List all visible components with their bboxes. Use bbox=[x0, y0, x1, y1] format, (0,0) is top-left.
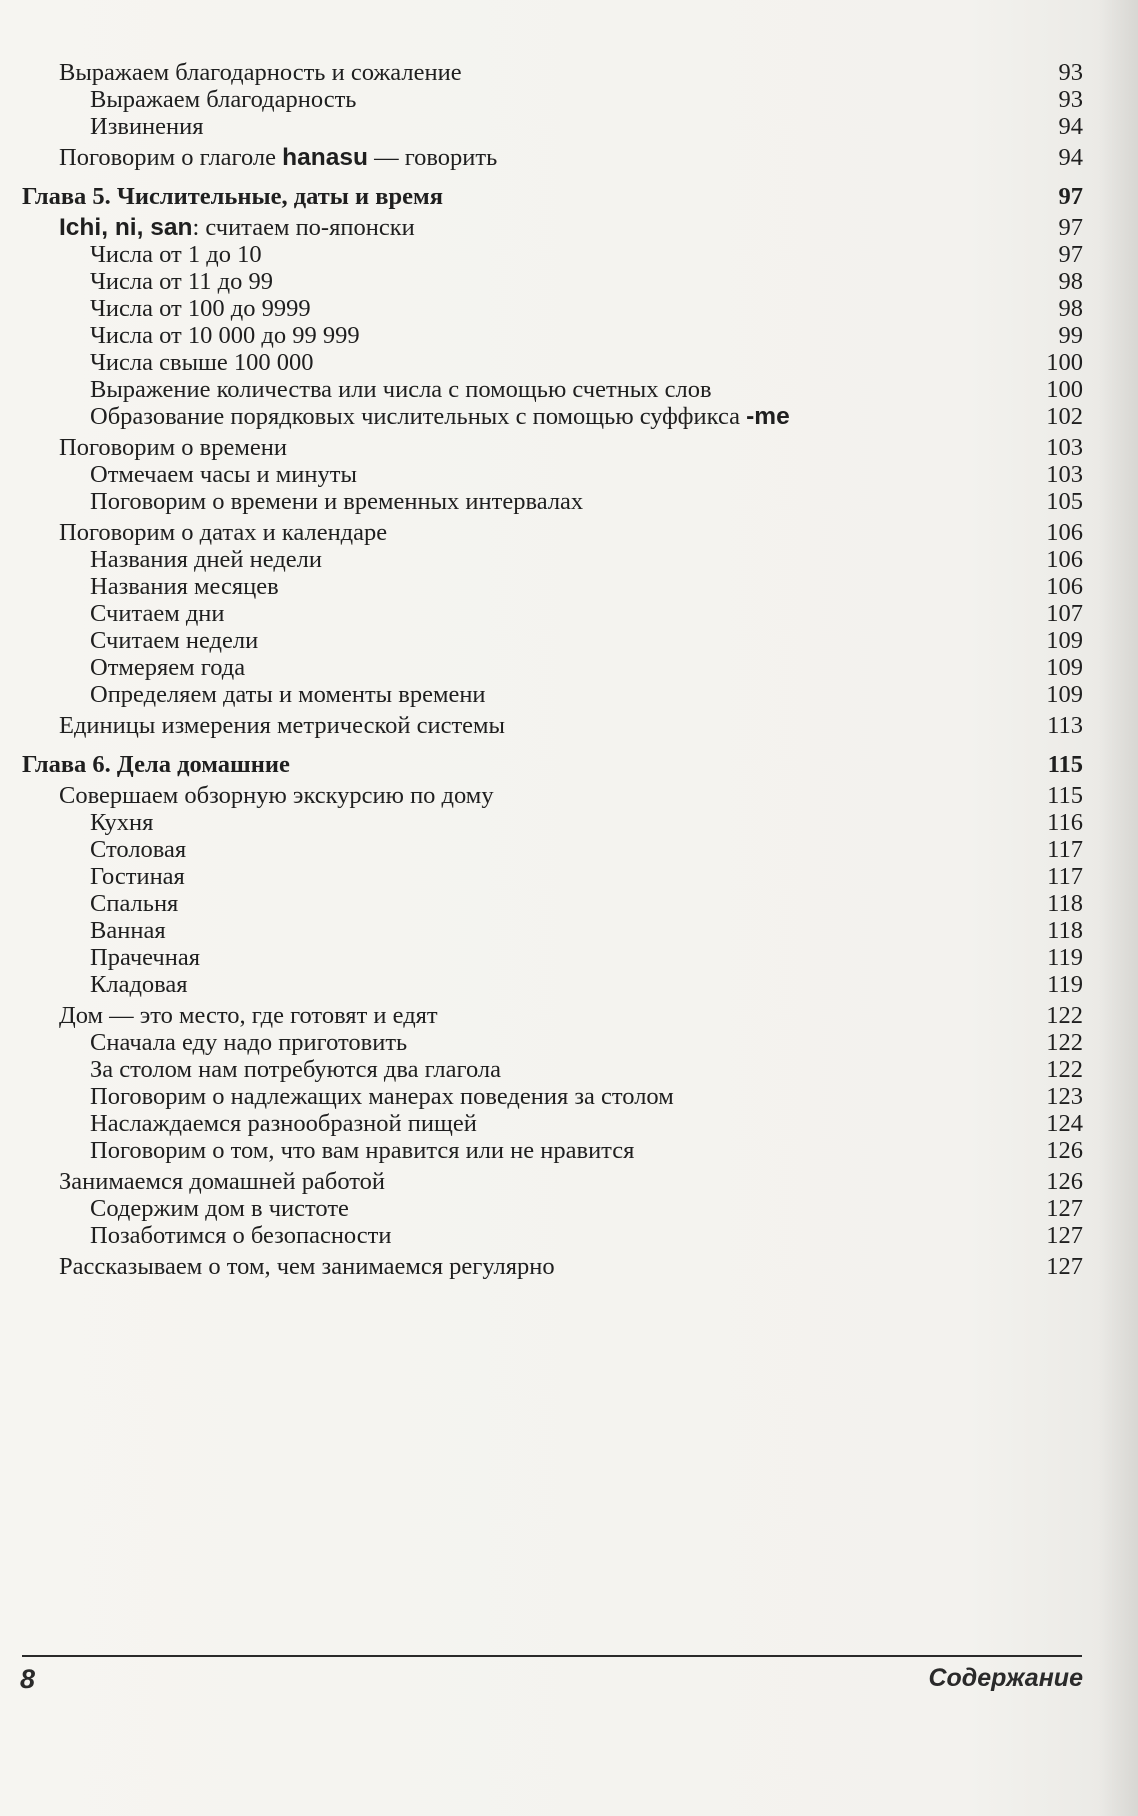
toc-entry-page-number: 106 bbox=[1046, 546, 1083, 573]
toc-entry-page-number: 122 bbox=[1046, 1056, 1083, 1083]
toc-entry-title: Поговорим о времени и временных интервалах bbox=[90, 488, 584, 515]
toc-entry-title: Глава 6. Дела домашние bbox=[22, 751, 290, 778]
toc-entry-title: Наслаждаемся разнообразной пищей bbox=[90, 1110, 477, 1137]
toc-entry-title: Глава 5. Числительные, даты и время bbox=[22, 183, 443, 210]
toc-entry-title: Названия дней недели bbox=[90, 546, 323, 573]
toc-entry-title: Спальня bbox=[90, 890, 179, 917]
toc-entry-page-number: 93 bbox=[1058, 59, 1083, 86]
toc-entry-page-number: 122 bbox=[1046, 1029, 1083, 1056]
toc-entry-title-part: Образование порядковых числительных с помощью суффикса bbox=[90, 403, 747, 430]
toc-entry-title bbox=[59, 143, 497, 173]
toc-entry-title-part: — говорить bbox=[367, 144, 498, 171]
toc-entry-title: Выражение количества или числа с помощью счетных слов bbox=[90, 376, 712, 403]
toc-entry-page-number: 103 bbox=[1046, 434, 1083, 461]
toc-entry-title: Единицы измерения метрической системы bbox=[59, 712, 506, 739]
toc-entry-title: Числа от 100 до 9999 bbox=[90, 295, 311, 322]
toc-entry-title bbox=[90, 402, 790, 432]
toc-entry-title: Занимаемся домашней работой bbox=[59, 1168, 386, 1195]
toc-entry-title bbox=[59, 213, 415, 243]
toc-entry-page-number: 109 bbox=[1046, 654, 1083, 681]
toc-entry-title: Названия месяцев bbox=[90, 573, 279, 600]
toc-entry-page-number: 117 bbox=[1047, 836, 1083, 863]
toc-entry-title: Содержим дом в чистоте bbox=[90, 1195, 349, 1222]
toc-entry-title: Совершаем обзорную экскурсию по дому bbox=[59, 782, 494, 809]
toc-entry-title: Числа от 10 000 до 99 999 bbox=[90, 322, 360, 349]
toc-entry-page-number: 97 bbox=[1058, 183, 1083, 210]
toc-entry-page-number: 113 bbox=[1047, 712, 1083, 739]
toc-entry-page-number: 127 bbox=[1046, 1253, 1083, 1280]
footer-rule bbox=[22, 1655, 1082, 1657]
toc-entry-title: Поговорим о том, что вам нравится или не нравится bbox=[90, 1137, 635, 1164]
toc-entry-page-number: 109 bbox=[1046, 681, 1083, 708]
toc-entry-page-number: 94 bbox=[1058, 144, 1083, 171]
toc-entry-page-number: 127 bbox=[1046, 1222, 1083, 1249]
toc-entry-page-number: 122 bbox=[1046, 1002, 1083, 1029]
toc-entry-title: Числа от 1 до 10 bbox=[90, 241, 262, 268]
toc-entry-page-number: 127 bbox=[1046, 1195, 1083, 1222]
toc-entry-page-number: 106 bbox=[1046, 519, 1083, 546]
toc-entry-title: Определяем даты и моменты времени bbox=[90, 681, 486, 708]
footer-page-number: 8 bbox=[20, 1664, 36, 1694]
toc-entry-page-number: 97 bbox=[1058, 241, 1083, 268]
toc-entry-title: Отмеряем года bbox=[90, 654, 246, 681]
toc-entry-page-number: 116 bbox=[1047, 809, 1083, 836]
toc-entry-title: Числа от 11 до 99 bbox=[90, 268, 273, 295]
toc-entry-page-number: 119 bbox=[1047, 944, 1083, 971]
toc-entry-page-number: 93 bbox=[1058, 86, 1083, 113]
toc-entry-title-part: hanasu bbox=[282, 144, 368, 171]
toc-entry-page-number: 115 bbox=[1047, 751, 1083, 778]
toc-entry-page-number: 123 bbox=[1046, 1083, 1083, 1110]
toc-entry-page-number: 102 bbox=[1046, 403, 1083, 430]
toc-entry-title: Столовая bbox=[90, 836, 187, 863]
toc-entry-title: Кладовая bbox=[90, 971, 188, 998]
toc-entry-title: Выражаем благодарность bbox=[90, 86, 357, 113]
toc-entry-page-number: 94 bbox=[1058, 113, 1083, 140]
toc-entry-title-part: Ichi, ni, san bbox=[59, 214, 193, 241]
toc-entry-page-number: 98 bbox=[1058, 268, 1083, 295]
toc-entry-title: Поговорим о времени bbox=[59, 434, 287, 461]
toc-entry-page-number: 109 bbox=[1046, 627, 1083, 654]
toc-entry-page-number: 97 bbox=[1058, 214, 1083, 241]
toc-entry-page-number: 126 bbox=[1046, 1168, 1083, 1195]
toc-entry-title: Прачечная bbox=[90, 944, 200, 971]
toc-entry-title-part: : считаем по-японски bbox=[192, 214, 415, 241]
toc-entry-title: Поговорим о надлежащих манерах поведения за столом bbox=[90, 1083, 674, 1110]
toc-entry-title: Считаем недели bbox=[90, 627, 259, 654]
toc-entry-title-part: Поговорим о глаголе bbox=[59, 144, 283, 171]
footer-section-title: Содержание bbox=[928, 1664, 1083, 1692]
toc-entry-page-number: 106 bbox=[1046, 573, 1083, 600]
toc-entry-title: Выражаем благодарность и сожаление bbox=[59, 59, 462, 86]
toc-entry-title: Числа свыше 100 000 bbox=[90, 349, 314, 376]
toc-entry-page-number: 100 bbox=[1046, 349, 1083, 376]
toc-entry-page-number: 118 bbox=[1047, 890, 1083, 917]
toc-entry-title: Считаем дни bbox=[90, 600, 225, 627]
toc-entry-page-number: 117 bbox=[1047, 863, 1083, 890]
toc-entry-title: Ванная bbox=[90, 917, 166, 944]
toc-entry-page-number: 105 bbox=[1046, 488, 1083, 515]
toc-entry-title: Сначала еду надо приготовить bbox=[90, 1029, 408, 1056]
toc-entry-title: За столом нам потребуются два глагола bbox=[90, 1056, 501, 1083]
toc-entry-page-number: 107 bbox=[1046, 600, 1083, 627]
toc-entry-page-number: 98 bbox=[1058, 295, 1083, 322]
toc-entry-title: Позаботимся о безопасности bbox=[90, 1222, 392, 1249]
toc-entry-title-part: -me bbox=[746, 403, 790, 430]
toc-entry-title: Отмечаем часы и минуты bbox=[90, 461, 357, 488]
toc-entry-title: Поговорим о датах и календаре bbox=[59, 519, 388, 546]
toc-entry-title: Дом — это место, где готовят и едят bbox=[59, 1002, 438, 1029]
toc-entry-page-number: 103 bbox=[1046, 461, 1083, 488]
toc-entry-title: Извинения bbox=[90, 113, 204, 140]
page-gutter-shadow bbox=[1098, 0, 1138, 1816]
toc-entry-page-number: 115 bbox=[1047, 782, 1083, 809]
toc-entry-page-number: 126 bbox=[1046, 1137, 1083, 1164]
toc-entry-page-number: 119 bbox=[1047, 971, 1083, 998]
toc-entry-page-number: 99 bbox=[1058, 322, 1083, 349]
toc-entry-page-number: 124 bbox=[1046, 1110, 1083, 1137]
toc-entry-title: Рассказываем о том, чем занимаемся регулярно bbox=[59, 1253, 555, 1280]
toc-entry-title: Гостиная bbox=[90, 863, 185, 890]
toc-entry-page-number: 118 bbox=[1047, 917, 1083, 944]
toc-entry-title: Кухня bbox=[90, 809, 154, 836]
toc-entry-page-number: 100 bbox=[1046, 376, 1083, 403]
